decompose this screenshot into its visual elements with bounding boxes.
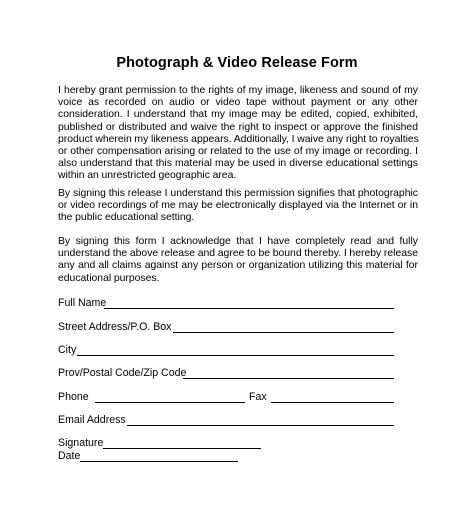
paragraph-line: understand the above release and agree to be bound thereby. I hereby release <box>58 248 418 260</box>
email-address-label: Email Address <box>58 414 126 426</box>
paragraph-line: educational purposes. <box>58 272 160 284</box>
paragraph-line: I hereby grant permission to the rights of my image, likeness and sound of my <box>58 85 418 96</box>
acknowledgement-paragraph <box>58 236 418 285</box>
signature-label: Signature <box>58 437 104 449</box>
paragraph-line: By signing this release I understand this permission signifies that photographic <box>58 188 418 199</box>
paragraph-line: or other compensation arising or related to the use of my image or recording. I <box>58 146 418 158</box>
postal-code-label: Prov/Postal Code/Zip Code <box>58 367 187 379</box>
city-field[interactable] <box>77 355 394 356</box>
phone-label: Phone <box>58 391 89 403</box>
city-label: City <box>58 344 77 356</box>
street-address-label: Street Address/P.O. Box <box>58 321 172 333</box>
internet-display-paragraph <box>58 188 418 225</box>
paragraph-line: or video recordings of me may be electronically displayed via the Internet or in <box>58 200 418 212</box>
paragraph-line: any and all claims against any person or organization utilizing this material for <box>58 260 418 272</box>
paragraph-line: also understand that this material may be used in diverse educational settings <box>58 158 418 170</box>
signature-field[interactable] <box>103 448 261 449</box>
paragraph-line: within an unrestricted geographic area. <box>58 170 237 182</box>
form-title: Photograph & Video Release Form <box>116 55 358 71</box>
paragraph-line: the public educational setting. <box>58 212 195 224</box>
phone-field[interactable] <box>95 402 245 403</box>
paragraph-line: By signing this form I acknowledge that I have completely read and fully <box>58 236 418 247</box>
full-name-field[interactable] <box>104 308 394 309</box>
paragraph-line: product wherein my likeness appears. Additionally, I waive any right to royalties <box>58 133 419 145</box>
paragraph-line: consideration. I understand that my image may be edited, copied, exhibited, <box>58 109 418 121</box>
paragraph-line: voice as recorded on audio or video tape without payment or any other <box>58 97 418 109</box>
full-name-label: Full Name <box>58 297 107 309</box>
street-address-field[interactable] <box>173 332 394 333</box>
postal-code-field[interactable] <box>183 378 394 379</box>
fax-label: Fax <box>249 391 267 403</box>
date-field[interactable] <box>80 461 238 462</box>
email-address-field[interactable] <box>127 425 394 426</box>
date-label: Date <box>58 450 81 462</box>
permission-paragraph <box>58 85 418 183</box>
paragraph-line: published or distributed and waive the right to inspect or approve the finished <box>58 121 418 133</box>
fax-field[interactable] <box>271 402 394 403</box>
